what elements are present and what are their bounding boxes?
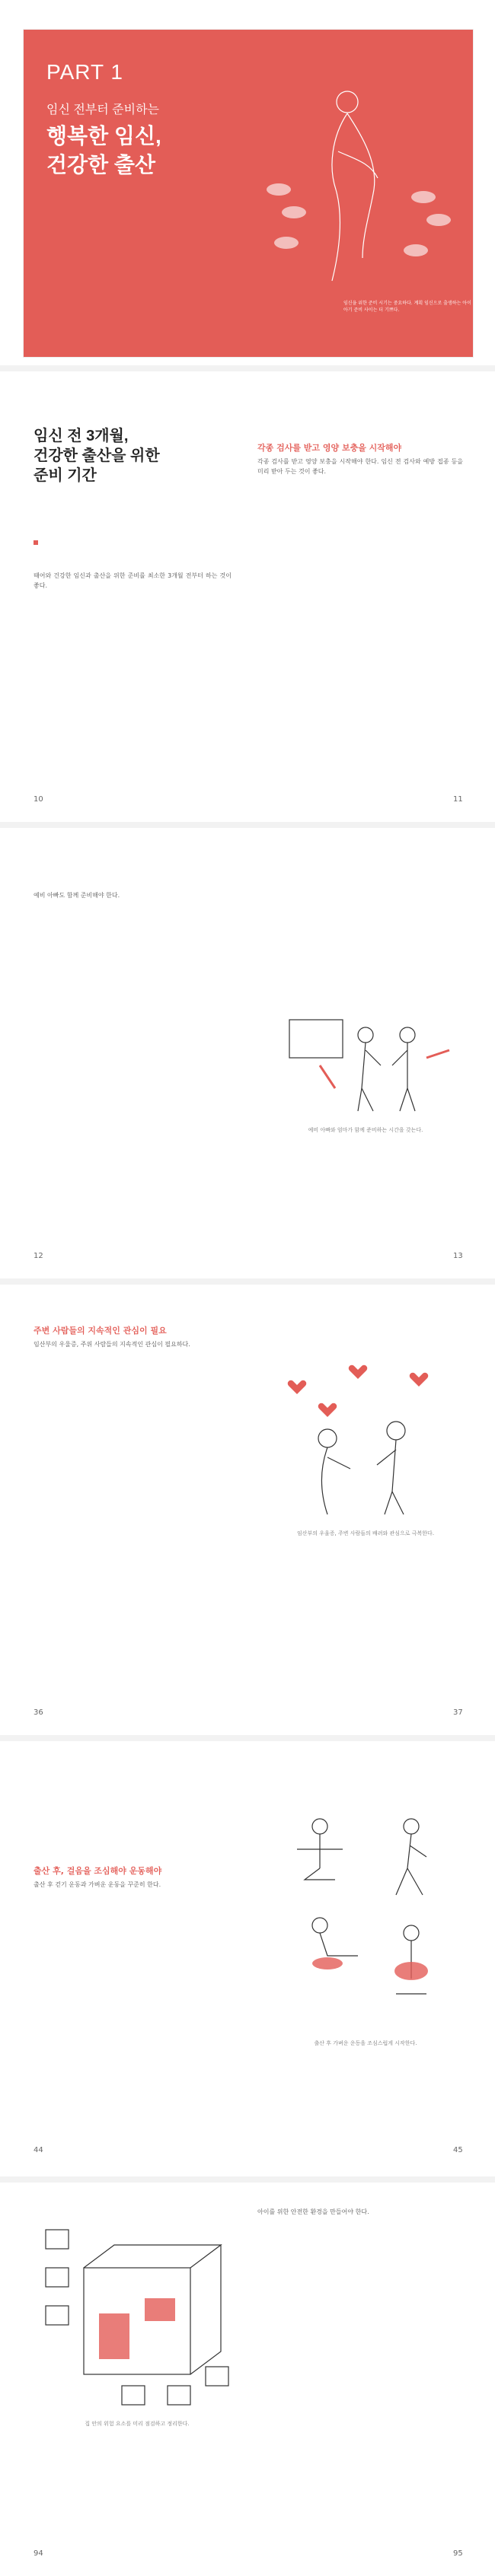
page-divider <box>0 1735 495 1741</box>
page-divider <box>0 822 495 828</box>
family-illustration <box>267 1355 457 1522</box>
page-number-right: 11 <box>453 795 463 804</box>
section-heading: 각종 검사를 받고 영양 보충을 시작해야 <box>257 443 402 453</box>
couple-illustration <box>274 989 457 1119</box>
paragraph: 예비 아빠도 함께 준비해야 한다. <box>34 892 120 899</box>
spread-12-13 <box>23 837 472 1271</box>
section-heading: 출산 후, 걸음을 조심해야 운동해야 <box>34 1866 162 1876</box>
paragraph: 임산부의 우울증, 주위 사람들의 지속적인 관심이 필요하다. <box>34 1341 190 1348</box>
cover-spread <box>23 29 474 358</box>
cover-title-line1: 행복한 임신, <box>46 124 161 148</box>
home-safety-illustration <box>38 2222 236 2412</box>
paragraph: 각종 검사를 받고 영양 보충을 시작해야 한다. 임신 전 검사와 예방 접종 등을 미리 받아 두는 것이 좋다. <box>257 458 463 475</box>
illustration-caption: 집 안의 위험 요소를 미리 점검하고 정리한다. <box>85 2421 190 2427</box>
page-divider <box>0 1278 495 1285</box>
spread-94-95 <box>23 2192 472 2572</box>
cover-left-page <box>24 30 248 357</box>
paragraph: 아이를 위한 안전한 환경을 만들어야 한다. <box>257 2208 369 2215</box>
page-number-left: 36 <box>34 1708 43 1717</box>
section-title-line2: 건강한 출산을 위한 <box>34 447 160 464</box>
page-number-left: 12 <box>34 1252 43 1260</box>
page-number-left: 44 <box>34 2146 43 2154</box>
page-number-left: 94 <box>34 2549 43 2558</box>
section-heading: 주변 사람들의 지속적인 관심이 필요 <box>34 1326 167 1336</box>
cover-subtitle: 임신 전부터 준비하는 <box>46 103 159 116</box>
cover-blurb: 임신을 위한 준비 시기는 중요하다. 계획 임신으로 출생하는 아이 아기 준비 사이는 더 기쁘다. <box>343 301 471 313</box>
section-title-line3: 준비 기간 <box>34 467 97 484</box>
page-number-right: 95 <box>453 2549 463 2558</box>
page-number-right: 13 <box>453 1252 463 1260</box>
paragraph: 때어와 건강한 임신과 출산을 위한 준비를 최소한 3개월 전부터 하는 것이 좋다. <box>34 572 232 589</box>
page-number-left: 10 <box>34 795 43 804</box>
accent-marker <box>34 540 38 545</box>
page-number-right: 37 <box>453 1708 463 1717</box>
exercise-illustration <box>267 1796 465 2024</box>
page-divider <box>0 365 495 371</box>
spread-44-45 <box>23 1750 472 2169</box>
spread-36-37 <box>23 1294 472 1727</box>
paragraph: 출산 후 걷기 운동과 가벼운 운동을 꾸준히 한다. <box>34 1881 161 1888</box>
page-number-right: 45 <box>453 2146 463 2154</box>
cover-title-line2: 건강한 출산 <box>46 153 156 177</box>
page-divider <box>0 2176 495 2183</box>
section-title-line1: 임신 전 3개월, <box>34 428 129 444</box>
illustration-caption: 임산부의 우울증, 주변 사람들의 배려와 관심으로 극복한다. <box>296 1530 435 1536</box>
illustration-caption: 출산 후 가벼운 운동을 조심스럽게 시작한다. <box>314 2040 417 2046</box>
spread-10-11 <box>23 381 472 814</box>
illustration-caption: 예비 아빠와 엄마가 함께 준비하는 시간을 갖는다. <box>308 1127 423 1133</box>
part-label: PART 1 <box>46 60 123 84</box>
